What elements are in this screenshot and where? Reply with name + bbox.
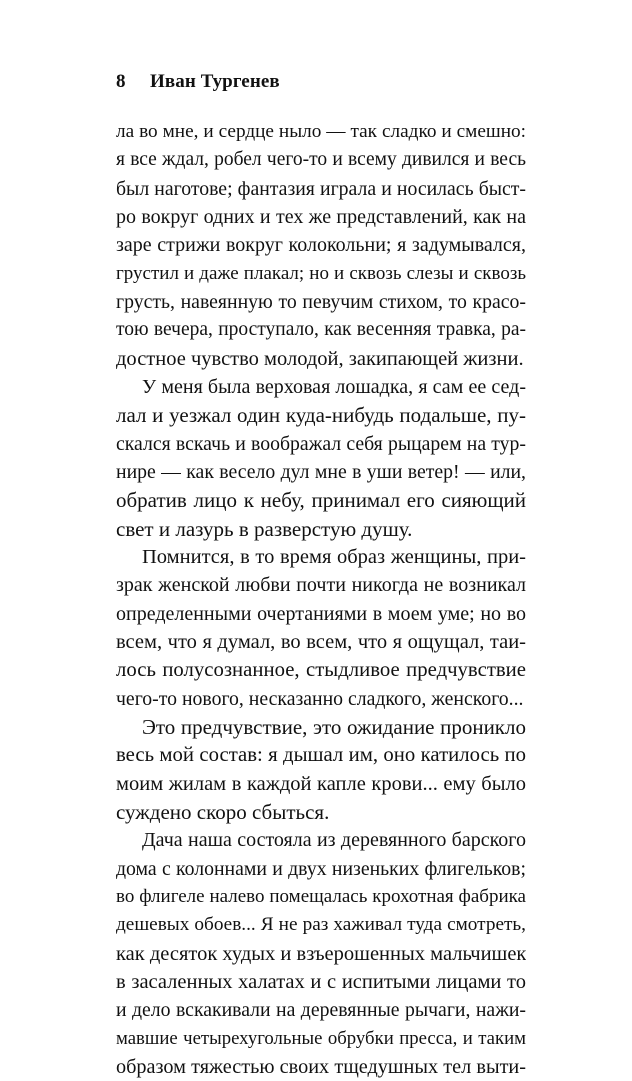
text-line: дома с колоннами и двух низеньких флигельков; (116, 857, 526, 880)
running-header (116, 70, 280, 94)
text-line: ро вокруг одних и тех же представлений, как на (116, 205, 526, 228)
text-line: свет и лазурь в разверстую душу. (116, 516, 413, 541)
text-line: я все ждал, робел чего-то и всему дивился и весь (116, 149, 526, 171)
text-line: весь мой состав: я дышал им, оно катилось по (116, 744, 526, 767)
text-line: лось полусознанное, стыдливое предчувствие (116, 659, 526, 682)
text-line: ла во мне, и сердце ныло — так сладко и смешно: (116, 121, 526, 142)
text-line: лал и уезжал один куда-нибудь подальше, пу- (116, 403, 526, 428)
text-line: Помнится, в то время образ женщины, при- (142, 545, 526, 568)
text-line: суждено скоро сбыться. (116, 799, 330, 824)
text-line: Это предчувствие, это ожидание проникло (142, 714, 526, 739)
text-line: как десяток худых и взъерошенных мальчишек (116, 942, 526, 965)
text-line: тою вечера, проступало, как весенняя травка, ра- (116, 319, 526, 341)
page-number: 8 (116, 71, 126, 92)
text-line: и дело вскакивали на деревянные рычаги, нажи- (116, 999, 526, 1022)
text-line: заре стрижи вокруг колокольни; я задумывался, (116, 234, 526, 257)
text-line: достное чувство молодой, закипающей жизни. (116, 347, 524, 370)
text-line: обратив лицо к небу, принимал его сияющий (116, 488, 526, 513)
text-line: У меня была верховая лошадка, я сам ее сед- (142, 375, 526, 398)
text-line: грустил и даже плакал; но и сквозь слезы и сквозь (116, 262, 526, 284)
text-line: в засаленных халатах и с испитыми лицами то (116, 970, 526, 993)
text-line: скался вскачь и воображал себя рыцарем на тур- (116, 432, 526, 455)
text-line: Дача наша состояла из деревянного барского (142, 829, 526, 852)
text-line: образом тяжестью своих тщедушных тел выти- (116, 1055, 526, 1078)
text-line: грусть, навеянную то певучим стихом, то красо- (116, 290, 526, 313)
text-line: чего-то нового, несказанно сладкого, женского... (116, 687, 524, 710)
running-title: Иван Тургенев (150, 71, 280, 92)
text-line: всем, что я думал, во всем, что я ощущал, таи- (116, 630, 526, 653)
text-line: во флигеле налево помещалась крохотная фабрика (116, 885, 526, 907)
text-line: дешевых обоев... Я не раз хаживал туда смотреть, (116, 914, 526, 936)
text-line: зрак женской любви почти никогда не возникал (116, 574, 526, 597)
text-line: мавшие четырехугольные обрубки пресса, и таким (116, 1027, 526, 1049)
text-line: моим жилам в каждой капле крови... ему было (116, 772, 526, 795)
body-text (116, 118, 526, 1081)
text-line: нире — как весело дул мне в уши ветер! — или, (116, 460, 526, 483)
text-line: был наготове; фантазия играла и носилась быст- (116, 177, 526, 200)
text-line: определенными очертаниями в моем уме; но во (116, 602, 526, 625)
